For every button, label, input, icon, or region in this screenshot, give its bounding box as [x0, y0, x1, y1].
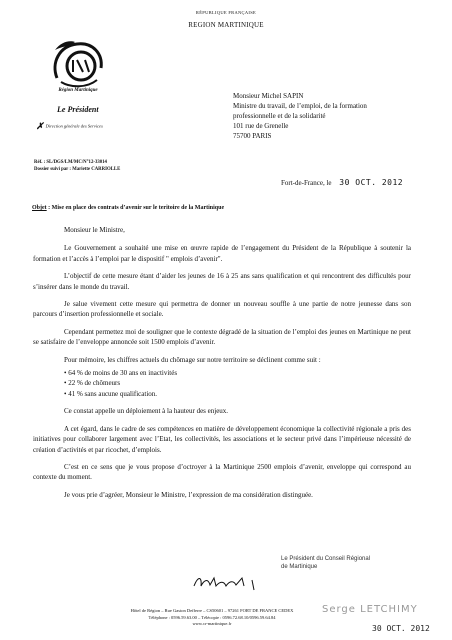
- footer-address: Hôtel de Région – Rue Gaston Defferre – CS50601 – 97261 FORT DE FRANCE CEDEX: [130, 608, 294, 613]
- footer-website: www.cr-martinique.fr: [192, 621, 232, 626]
- signature-stamp-date: 30 OCT. 2012: [372, 624, 430, 633]
- date-place: Fort-de-France, le: [281, 179, 332, 187]
- list-item: • 64 % de moins de 30 ans en inactivités: [64, 368, 411, 378]
- recipient-line2: professionnelle et de la solidarité: [233, 112, 326, 120]
- direction-label: Direction générale des Services: [45, 123, 103, 129]
- footer: [57, 608, 367, 628]
- paragraph-4: Cependant permettez moi de souligner que le contexte dégradé de la situation de l’emploi des jeunes en Martinique ne peut se satisfaire de l’enveloppe annoncée soit 1500 emplois d’avenir.: [33, 327, 411, 347]
- signature-stamp-text: Serge LETCHIMY: [322, 604, 418, 615]
- objet-text: : Mise en place des contrats d’avenir sur le teritoire de la Martinique: [46, 205, 225, 211]
- date-stamp: 30 OCT. 2012: [339, 178, 404, 187]
- paragraph-5: Pour mémoire, les chiffres actuels du chômage sur notre territoire se déclinent comme suit :: [64, 355, 321, 364]
- direction-line: [36, 121, 103, 132]
- handwritten-signature: [192, 572, 262, 592]
- date-line: [281, 178, 403, 187]
- logo-caption: Région Martinique: [58, 88, 98, 93]
- paragraph-7: A cet égard, dans le cadre de ses compétences en matière de développement économique la collectivité régionale a pris des initiatives pour collaborer largement avec l’Etat, les collectivités, les associations et le secteur privé dans l’impérieuse nécessité de création d’activités et par ricochet, d’emplois.: [33, 424, 411, 454]
- paragraph-9: Je vous prie d’agréer, Monsieur le Ministre, l’expression de ma considération distinguée.: [64, 490, 313, 499]
- signatory-title-line2: de Martinique: [281, 564, 318, 570]
- president-title: Le Président: [57, 105, 99, 114]
- salutation: Monsieur le Ministre,: [64, 226, 125, 234]
- list-item: • 22 % de chômeurs: [64, 378, 411, 388]
- letter-body: [33, 225, 411, 507]
- recipient-street: 101 rue de Grenelle: [233, 122, 289, 130]
- region-martinique-header: REGION MARTINIQUE: [188, 21, 264, 29]
- reference-line: Réf. : SL/DGS/LM/MC/N°12-33014: [34, 160, 107, 165]
- region-logo: [47, 38, 109, 90]
- republique-francaise-header: RÉPUBLIQUE FRANÇAISE: [195, 10, 257, 15]
- cross-mark-icon: ✗: [36, 121, 44, 131]
- statistics-list: [64, 368, 411, 399]
- footer-phone: Téléphone : 0596.59.63.00 – Télécopie : 0596.72.68.10/0596.59.64.84: [148, 614, 276, 620]
- objet-line: [32, 205, 224, 211]
- paragraph-3: Je salue vivement cette mesure qui permettra de donner un nouveau souffle à une partie de notre jeunesse dans son parcours d’insertion professionnelle et sociale.: [33, 300, 411, 319]
- objet-label: Objet: [32, 205, 47, 211]
- recipient-name: Monsieur Michel SAPIN: [233, 92, 304, 100]
- recipient-city: 75700 PARIS: [233, 132, 272, 140]
- paragraph-6: Ce constat appelle un déploiement à la hauteur des enjeux.: [64, 407, 229, 416]
- signatory-title-line1: Le Président du Conseil Régional: [281, 556, 371, 562]
- paragraph-2: L’objectif de cette mesure étant d’aider les jeunes de 16 à 25 ans sans qualification et qui rencontrent des difficultés pour s’insérer dans le monde du travail.: [33, 272, 411, 291]
- paragraph-8: C’est en ce sens que je vous propose d’octroyer à la Martinique 2500 emplois d’avenir, enveloppe qui correspond au contexte du moment.: [33, 462, 411, 482]
- paragraph-1: Le Gouvernement a souhaité une mise en œuvre rapide de l’engagement du Président de la République à soutenir la formation et l’accès à l’emploi par le dispositif " emplois d’avenir".: [33, 244, 411, 263]
- signatory-title: [281, 555, 411, 571]
- list-item: • 41 % sans aucune qualification.: [64, 389, 411, 399]
- recipient-line1: Ministre du travail, de l’emploi, de la formation: [233, 102, 367, 110]
- dossier-line: Dossier suivi par : Mariette CARRIOLLE: [34, 167, 121, 172]
- recipient-address: [233, 91, 367, 141]
